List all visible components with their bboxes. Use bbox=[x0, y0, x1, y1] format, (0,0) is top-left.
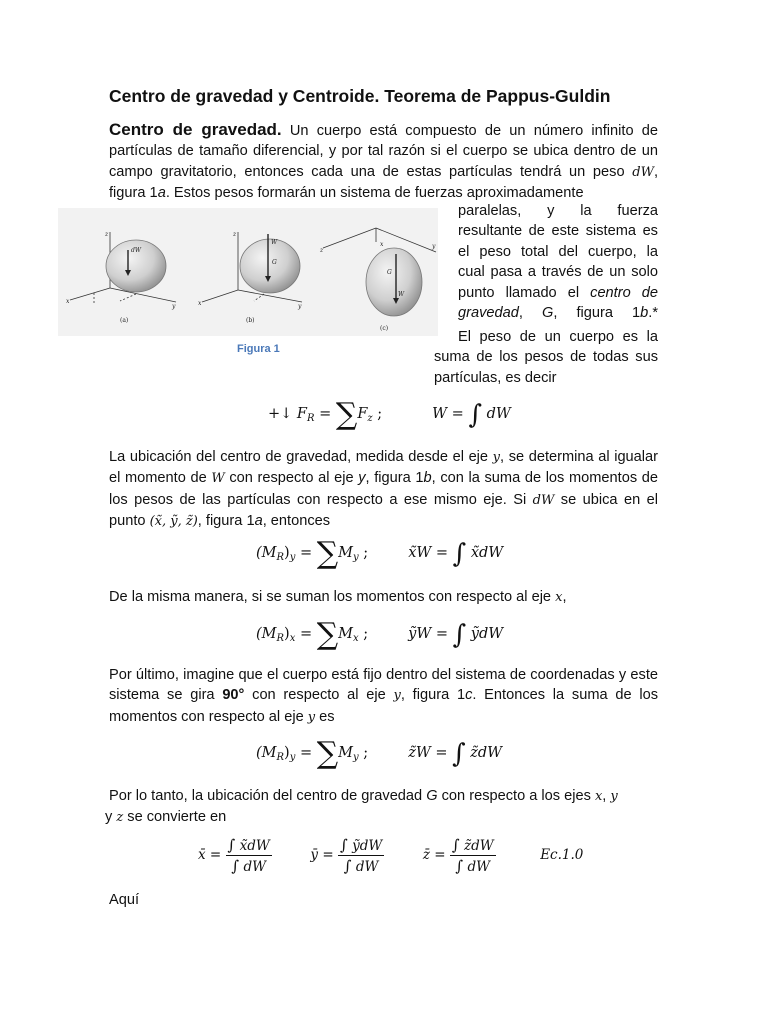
para1-a: a bbox=[254, 513, 263, 530]
paragraph-2 bbox=[109, 587, 658, 608]
para1-y1: y bbox=[492, 450, 501, 465]
fig-label-z-b: z bbox=[233, 231, 237, 238]
para3-text-3: , figura 1 bbox=[400, 687, 466, 704]
eq4-integral-symbol: ∫ bbox=[452, 739, 466, 769]
side-paragraph bbox=[458, 201, 658, 323]
closing-word: Aquí bbox=[109, 892, 140, 908]
eq4-sum-symbol: ∑ bbox=[316, 736, 339, 771]
eq3-Mx: x bbox=[353, 633, 359, 644]
equation-2 bbox=[256, 536, 504, 571]
eq2-int: x̃dW bbox=[470, 545, 504, 561]
fig-label-x-b: x bbox=[198, 300, 202, 307]
eq5-xnum: x̃dW bbox=[239, 838, 270, 854]
eq4-axis: y bbox=[289, 752, 296, 763]
eq4-eq: = bbox=[295, 745, 317, 761]
intro-text-2: , figura 1 bbox=[109, 163, 658, 202]
side-line-6a: de gravedad bbox=[458, 284, 658, 322]
para3-y: y bbox=[393, 688, 401, 704]
eq2-R: R bbox=[276, 552, 285, 563]
para4-x: x bbox=[594, 789, 603, 804]
paragraph-4 bbox=[105, 786, 658, 829]
eq1-prefix: +↓ bbox=[268, 406, 297, 422]
side-line-6b: , bbox=[518, 305, 542, 322]
eq2-My: y bbox=[353, 552, 359, 563]
para4-y: y bbox=[610, 789, 618, 804]
para1-text-5: , con la suma de los momentos de los pesos de las partículas con respecto a ese mismo eje. Si bbox=[109, 470, 658, 508]
eq5-eq-x: = bbox=[205, 847, 222, 863]
para4-z: z bbox=[116, 810, 124, 826]
fig-label-z-a: z bbox=[105, 231, 109, 238]
side-paragraph-2 bbox=[434, 327, 658, 368]
para1-dW: dW bbox=[532, 492, 555, 508]
eq2-rhs: x̃W bbox=[408, 545, 432, 561]
eq2-sum-symbol: ∑ bbox=[316, 536, 339, 571]
para3-deg: 90° bbox=[222, 687, 245, 704]
eq2-semi: ; bbox=[358, 545, 369, 561]
eq3-rhs: ỹW bbox=[408, 626, 432, 642]
eq1-integral-symbol: ∫ bbox=[468, 400, 482, 430]
eq5-den-x: dW bbox=[243, 859, 266, 875]
para4-text-2: con respecto a los ejes bbox=[437, 788, 595, 804]
fig-label-y-a: y bbox=[172, 303, 176, 310]
para1-text-2: , se determina al igualar el momento de bbox=[109, 449, 659, 487]
side-line-6d: , figura 1 bbox=[553, 305, 641, 322]
intro-text-1: Un cuerpo está compuesto de un número infinito de partículas de tamaño diferencial, y por tal razón si el cuerpo se ubica dentro de un campo gravitatorio, entonces cada una de estas partículas tendrá un peso bbox=[109, 123, 659, 180]
equation-1 bbox=[268, 397, 511, 432]
fig-sublabel-c: (c) bbox=[380, 325, 389, 332]
eq5-den-y: dW bbox=[355, 859, 379, 875]
fig-label-W-b: W bbox=[271, 239, 278, 246]
eq4-lhs: (M bbox=[256, 745, 277, 761]
eq1-F: F bbox=[296, 406, 307, 422]
para3-text-2: con respecto al eje bbox=[244, 687, 394, 704]
para1-text-1: La ubicación del centro de gravedad, medida desde el eje bbox=[109, 449, 493, 465]
side2-line-1: El peso de un cuerpo es la bbox=[458, 329, 658, 345]
para3-text-1: Por último, imagine que el cuerpo está fijo dentro del sistema de coordenadas y este sistema se gira bbox=[109, 667, 658, 704]
page-title: Centro de gravedad y Centroide. Teorema de Pappus-Guldin bbox=[109, 86, 611, 106]
eq3-sum-symbol: ∑ bbox=[316, 617, 339, 652]
figure-caption: Figura 1 bbox=[237, 343, 280, 355]
figure-1 bbox=[58, 208, 438, 336]
side2-line-3-wrap bbox=[434, 368, 556, 388]
eq4-rhs: z̃W bbox=[408, 745, 431, 761]
eq1-R: R bbox=[306, 413, 315, 424]
side2-line-2: suma de los pesos de todas sus bbox=[434, 349, 658, 366]
eq5-xbar: x̄ bbox=[198, 847, 206, 863]
eq4-close: ) bbox=[284, 745, 290, 761]
eq5-int-x-num: ∫ bbox=[227, 836, 236, 854]
eq3-eq2: = bbox=[431, 626, 453, 642]
eq3-M: M bbox=[338, 626, 354, 642]
eq1-z: z bbox=[367, 413, 373, 424]
para2-text-2: , bbox=[562, 589, 567, 605]
eq5-int-y-den: ∫ bbox=[343, 857, 352, 875]
para3-y2: y bbox=[307, 709, 316, 725]
fig-label-dW: dW bbox=[131, 247, 142, 254]
equation-5 bbox=[198, 836, 583, 875]
eq5-int-z-num: ∫ bbox=[451, 836, 460, 854]
side-line-4: la cual pasa a través de un bbox=[458, 243, 658, 281]
para1-text-6: se ubica en el punto bbox=[109, 491, 658, 530]
para1-point: (x̃, ỹ, z̃) bbox=[149, 514, 198, 530]
figure-1-drawing bbox=[58, 208, 438, 336]
fig-label-G-c: G bbox=[387, 269, 392, 276]
para1-text-8: , entonces bbox=[262, 513, 331, 530]
fig-sublabel-b: (b) bbox=[246, 317, 255, 324]
eq3-semi: ; bbox=[358, 626, 369, 642]
para4-G: G bbox=[426, 788, 438, 804]
eq2-eq2: = bbox=[431, 545, 453, 561]
eq1-dW: dW bbox=[486, 406, 511, 422]
para1-W: W bbox=[211, 471, 225, 487]
eq3-int: ỹdW bbox=[470, 626, 504, 642]
eq5-ynum: ỹdW bbox=[352, 838, 383, 854]
side-line-5a: solo punto llamado el bbox=[458, 264, 658, 301]
fig-label-x-a: x bbox=[66, 298, 70, 305]
eq5-int-z-den: ∫ bbox=[455, 857, 464, 875]
equation-4 bbox=[256, 736, 503, 771]
eq3-integral-symbol: ∫ bbox=[452, 620, 467, 650]
eq2-axis: y bbox=[289, 552, 296, 563]
eq1-eq: = bbox=[314, 406, 336, 422]
para2-x: x bbox=[555, 590, 563, 605]
side-line-2: resultante de este sistema bbox=[458, 223, 636, 240]
eq3-close: ) bbox=[284, 626, 290, 642]
eq5-int-y-num: ∫ bbox=[339, 836, 348, 854]
paragraph-3 bbox=[109, 665, 658, 728]
para3-text-4: . Entonces la suma de los momentos con respecto al eje bbox=[109, 687, 658, 725]
side-line-6c: G bbox=[541, 305, 554, 322]
eq1-W: W bbox=[432, 406, 448, 422]
eq1-sum-symbol: ∑ bbox=[335, 397, 358, 432]
para3-text-5: es bbox=[315, 708, 335, 725]
side-line-5b: centro bbox=[590, 284, 631, 301]
eq5-label: Ec.1.0 bbox=[540, 847, 584, 863]
eq5-eq-z: = bbox=[429, 847, 446, 863]
eq4-M: M bbox=[338, 745, 354, 761]
eq3-R: R bbox=[276, 633, 285, 644]
eq5-frac-y bbox=[338, 836, 384, 875]
eq4-int: z̃dW bbox=[470, 745, 503, 761]
eq5-zbar: z̄ bbox=[422, 847, 430, 863]
eq3-axis: x bbox=[289, 633, 296, 644]
para4-text-3: , bbox=[602, 788, 611, 804]
eq5-znum: z̃dW bbox=[463, 838, 494, 854]
para1-y2: y bbox=[358, 470, 366, 487]
para4-text-5: se convierte en bbox=[123, 809, 227, 826]
para2-text-1: De la misma manera, si se suman los momentos con respecto al eje bbox=[109, 589, 556, 605]
eq5-den-z: dW bbox=[467, 859, 491, 875]
eq3-eq: = bbox=[295, 626, 317, 642]
eq5-ybar: ȳ bbox=[310, 847, 319, 863]
side2-line-3: partículas, es decir bbox=[434, 370, 557, 386]
para4-text-4: y bbox=[105, 809, 117, 826]
eq4-eq2: = bbox=[430, 745, 453, 761]
side-line-6e: b bbox=[640, 305, 649, 322]
eq3-lhs: (M bbox=[256, 626, 277, 642]
eq2-close: ) bbox=[284, 545, 290, 561]
eq2-M: M bbox=[338, 545, 354, 561]
eq5-frac-x bbox=[226, 836, 272, 875]
side-line-3: es el peso total del cuerpo, bbox=[458, 223, 658, 260]
eq4-My: y bbox=[353, 752, 359, 763]
eq4-semi: ; bbox=[358, 745, 369, 761]
intro-text-3: . Estos pesos formarán un sistema de fuerzas aproximadamente bbox=[165, 185, 584, 202]
para4-text-1: Por lo tanto, la ubicación del centro de gravedad bbox=[109, 788, 427, 804]
eq5-int-x-den: ∫ bbox=[231, 857, 240, 875]
intro-paragraph bbox=[109, 120, 658, 204]
equation-3 bbox=[256, 617, 504, 652]
para1-b: b bbox=[423, 470, 432, 487]
para1-text-7: , figura 1 bbox=[197, 513, 255, 530]
section-heading: Centro de gravedad. bbox=[109, 120, 282, 139]
fig-ref-a: a bbox=[157, 185, 166, 202]
eq1-Fz: F bbox=[357, 406, 368, 422]
fig-label-y-c: y bbox=[432, 243, 436, 250]
eq1-semi: ; bbox=[372, 406, 383, 422]
para3-c: c bbox=[465, 687, 473, 704]
math-dW: dW bbox=[632, 164, 654, 180]
fig-label-W-c: W bbox=[398, 291, 405, 298]
eq4-R: R bbox=[276, 752, 285, 763]
side-line-6f: .* bbox=[648, 305, 658, 322]
para1-text-4: , figura 1 bbox=[365, 470, 424, 487]
paragraph-1 bbox=[109, 447, 658, 533]
side-line-1: paralelas, y la fuerza bbox=[458, 203, 658, 219]
eq2-lhs: (M bbox=[256, 545, 277, 561]
fig-label-z-c: z bbox=[320, 247, 324, 254]
eq2-integral-symbol: ∫ bbox=[452, 539, 467, 569]
fig-label-y-b: y bbox=[298, 303, 302, 310]
fig-label-x-c: x bbox=[380, 241, 384, 248]
eq5-frac-z bbox=[450, 836, 496, 875]
para1-text-3: con respecto al eje bbox=[224, 470, 359, 487]
fig-sublabel-a: (a) bbox=[120, 317, 129, 324]
fig-label-G-b: G bbox=[272, 259, 277, 266]
eq1-eq2: = bbox=[447, 406, 469, 422]
eq2-eq: = bbox=[295, 545, 317, 561]
eq5-eq-y: = bbox=[318, 847, 334, 863]
